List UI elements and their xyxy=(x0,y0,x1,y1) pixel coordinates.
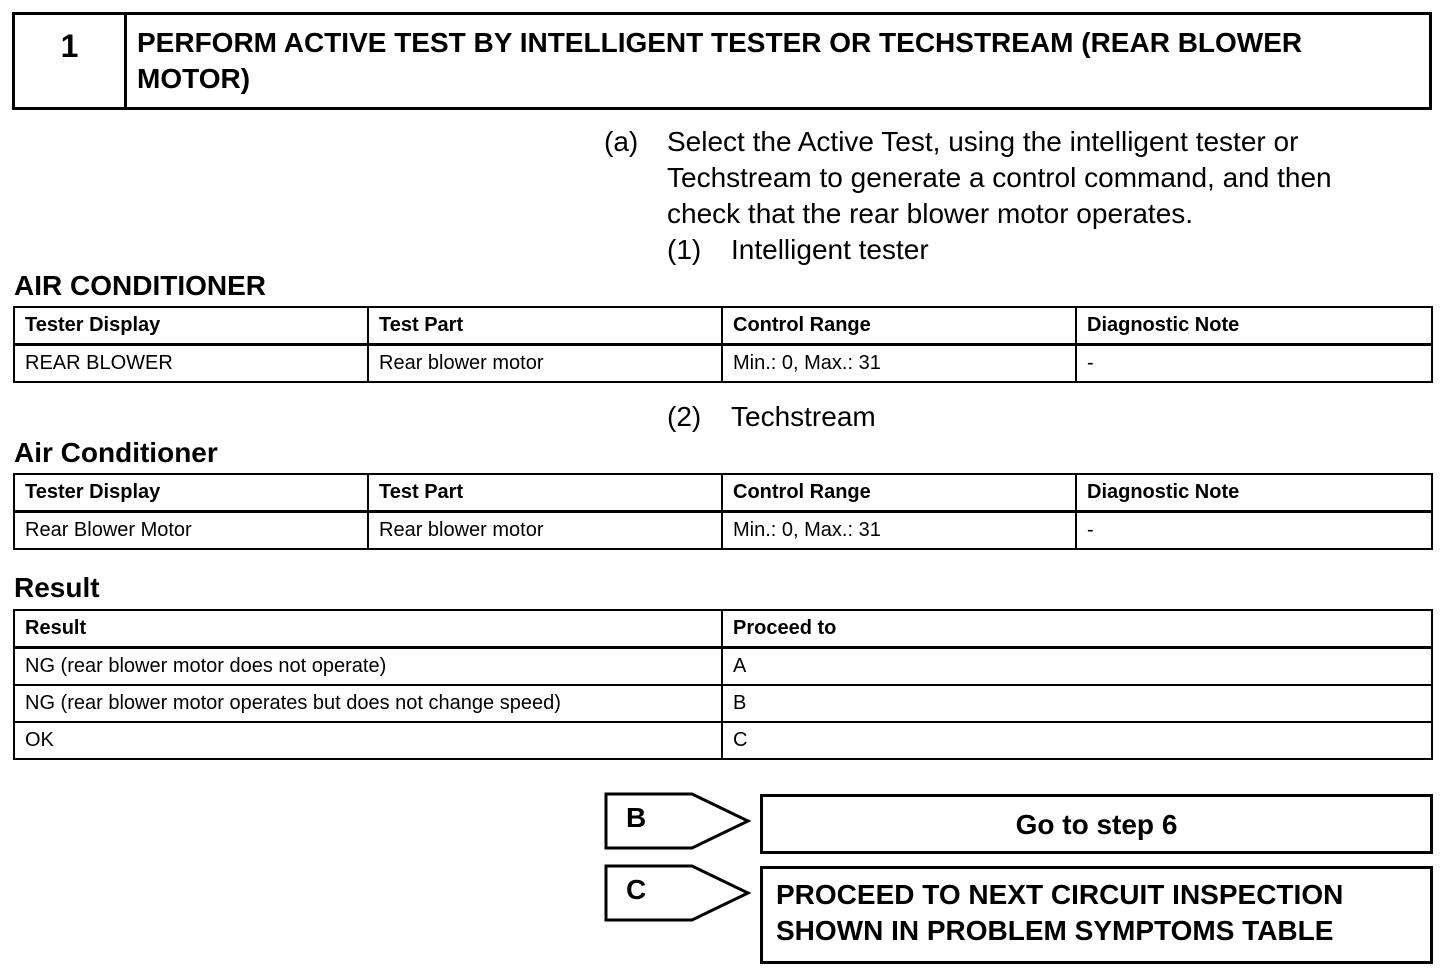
table-header-row xyxy=(14,610,1432,648)
step-header xyxy=(12,12,1432,110)
nav-c-destination-line2: SHOWN IN PROBLEM SYMPTOMS TABLE xyxy=(776,915,1334,946)
table-row xyxy=(14,512,1432,550)
table-row xyxy=(14,722,1432,759)
proceed-next-inspection-button[interactable] xyxy=(760,866,1433,964)
intelligent-tester-table xyxy=(13,306,1433,383)
instruction-text: Select the Active Test, using the intelligent tester or Techstream to generate a control command, and then check that the rear blower motor operates. xyxy=(667,126,1332,229)
column-header: Result xyxy=(14,610,722,648)
nav-b-label: B xyxy=(626,802,647,833)
result-title: Result xyxy=(14,572,100,603)
column-header: Test Part xyxy=(368,307,722,345)
step-title: PERFORM ACTIVE TEST BY INTELLIGENT TESTER OR TECHSTREAM (REAR BLOWER MOTOR) xyxy=(137,27,1303,94)
table-cell: - xyxy=(1076,512,1432,550)
column-header: Test Part xyxy=(368,474,722,512)
nav-b-destination: Go to step 6 xyxy=(1015,809,1178,840)
table1-title: AIR CONDITIONER xyxy=(14,270,266,301)
table-cell: Rear blower motor xyxy=(368,512,722,550)
go-to-step-6-button[interactable] xyxy=(760,794,1433,854)
column-header: Tester Display xyxy=(14,307,368,345)
table-header-row xyxy=(14,474,1432,512)
nav-b-arrow[interactable] xyxy=(604,792,752,850)
table-row xyxy=(14,685,1432,722)
table-cell: Min.: 0, Max.: 31 xyxy=(722,345,1076,383)
column-header: Diagnostic Note xyxy=(1076,474,1432,512)
column-header: Tester Display xyxy=(14,474,368,512)
nav-c-label: C xyxy=(626,874,647,905)
table-cell: C xyxy=(722,722,1432,759)
table-cell: Rear blower motor xyxy=(368,345,722,383)
table-cell: NG (rear blower motor does not operate) xyxy=(14,648,722,686)
table-row xyxy=(14,648,1432,686)
table-cell: NG (rear blower motor operates but does not change speed) xyxy=(14,685,722,722)
column-header: Diagnostic Note xyxy=(1076,307,1432,345)
table-cell: REAR BLOWER xyxy=(14,345,368,383)
nav-c-destination-line1: PROCEED TO NEXT CIRCUIT INSPECTION xyxy=(776,879,1344,910)
result-table xyxy=(13,609,1433,760)
table-cell: Rear Blower Motor xyxy=(14,512,368,550)
sub-step-1-marker: (1) xyxy=(667,234,702,265)
sub-step-1-text: Intelligent tester xyxy=(731,234,929,265)
techstream-table xyxy=(13,473,1433,550)
table-header-row xyxy=(14,307,1432,345)
sub-step-2-text: Techstream xyxy=(731,401,876,432)
table-cell: Min.: 0, Max.: 31 xyxy=(722,512,1076,550)
column-header: Proceed to xyxy=(722,610,1432,648)
table-cell: - xyxy=(1076,345,1432,383)
step-number: 1 xyxy=(15,15,127,107)
column-header: Control Range xyxy=(722,307,1076,345)
sub-step-2-marker: (2) xyxy=(667,401,702,432)
table-row xyxy=(14,345,1432,383)
table-cell: OK xyxy=(14,722,722,759)
instruction-marker: (a) xyxy=(604,126,639,157)
table2-title: Air Conditioner xyxy=(14,437,218,468)
nav-c-arrow[interactable] xyxy=(604,864,752,922)
column-header: Control Range xyxy=(722,474,1076,512)
table-cell: A xyxy=(722,648,1432,686)
table-cell: B xyxy=(722,685,1432,722)
